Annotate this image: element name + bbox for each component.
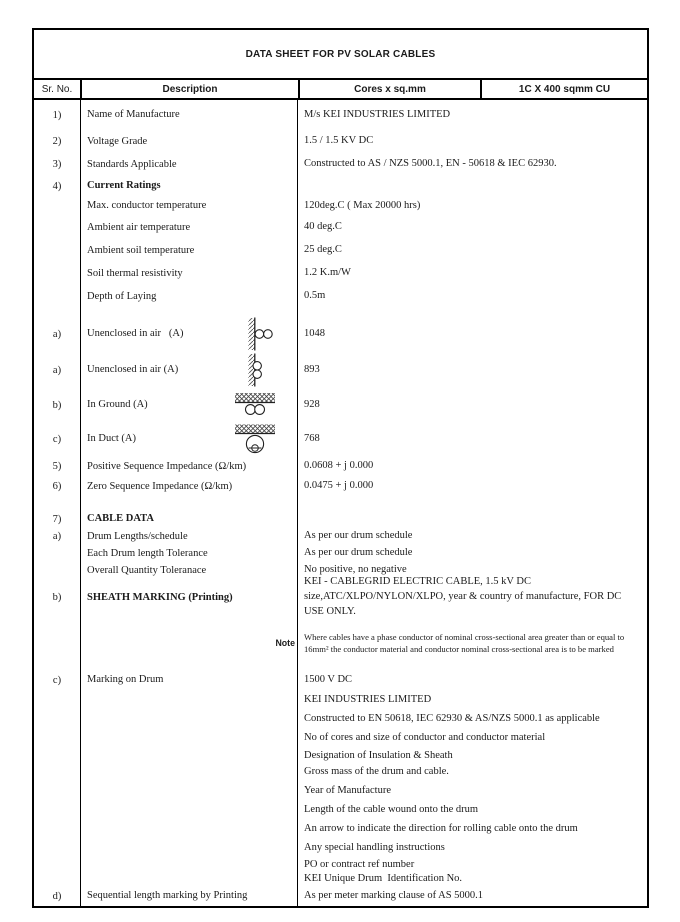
table-row <box>34 239 647 262</box>
table-row <box>34 690 647 710</box>
description-cell <box>80 316 298 352</box>
table-row <box>34 801 647 820</box>
table-row <box>34 858 647 872</box>
value-cell: No positive, no negative <box>304 564 407 576</box>
description-cell <box>80 422 298 456</box>
table-row <box>34 576 647 617</box>
sr-cell <box>34 839 80 858</box>
sr-cell: 6) <box>52 481 62 492</box>
description-label: In Duct (A) <box>87 433 136 445</box>
header-sr-no: Sr. No. <box>41 83 73 95</box>
spacer-row <box>34 496 647 510</box>
value-cell: PO or contract ref number <box>304 858 415 870</box>
description-cell: Overall Quantity Toleranace <box>80 562 298 579</box>
sr-cell: c) <box>52 433 62 445</box>
description-cell: Ambient air temperature <box>80 216 298 239</box>
description-cell <box>80 729 298 748</box>
table-row <box>34 764 647 781</box>
sr-cell: 4) <box>52 180 62 192</box>
description-cell <box>80 388 298 422</box>
sr-cell: d) <box>52 890 62 902</box>
value-cell: 768 <box>304 432 320 444</box>
page-title: DATA SHEET FOR PV SOLAR CABLES <box>245 48 436 60</box>
note-label: Note <box>80 616 298 670</box>
header-description: Description <box>80 80 298 98</box>
table-row <box>34 510 647 528</box>
value-cell: 0.0608 + j 0.000 <box>304 460 374 472</box>
sr-cell: 7) <box>52 513 62 525</box>
sr-cell: a) <box>52 328 62 340</box>
table-row <box>34 748 647 764</box>
table-row <box>34 545 647 562</box>
sr-cell: b) <box>52 399 62 411</box>
description-cell: Ambient soil temperature <box>80 239 298 262</box>
description-cell <box>80 858 298 872</box>
value-cell: 1048 <box>304 327 325 339</box>
sr-cell <box>34 262 80 285</box>
unenclosed-in-air-two-cables-side-icon <box>245 317 275 351</box>
sr-cell: 3) <box>52 159 62 170</box>
description-cell <box>80 801 298 820</box>
value-cell: As per our drum schedule <box>304 547 413 559</box>
value-cell: Gross mass of the drum and cable. <box>304 766 449 778</box>
description-cell: Each Drum length Tolerance <box>80 545 298 562</box>
table-header-row <box>34 78 647 100</box>
value-cell: No of cores and size of conductor and conductor material <box>304 732 546 744</box>
description-label: Unenclosed in air (A) <box>87 364 179 376</box>
value-cell: 928 <box>304 398 320 410</box>
table-row <box>34 872 647 886</box>
table-row <box>34 100 647 130</box>
value-cell: Any special handling instructions <box>304 842 445 854</box>
description-cell <box>80 839 298 858</box>
description-label: In Ground (A) <box>87 399 148 411</box>
sr-cell: a) <box>52 531 62 542</box>
sr-cell <box>34 858 80 872</box>
table-row <box>34 820 647 839</box>
table-row <box>34 670 647 690</box>
description-cell: Soil thermal resistivity <box>80 262 298 285</box>
table-row <box>34 153 647 176</box>
table-row <box>34 176 647 196</box>
sr-cell <box>34 781 80 801</box>
value-cell: 40 deg.C <box>304 221 342 233</box>
description-cell: Zero Sequence Impedance (Ω/km) <box>80 477 298 496</box>
sr-cell <box>34 801 80 820</box>
sr-cell <box>34 216 80 239</box>
description-label: Unenclosed in air (A) <box>87 328 184 340</box>
value-cell: As per meter marking clause of AS 5000.1 <box>304 889 484 901</box>
value-cell: M/s KEI INDUSTRIES LIMITED <box>304 108 451 120</box>
sr-cell: a) <box>52 364 62 376</box>
value-cell: Designation of Insulation & Sheath <box>304 749 453 761</box>
sr-cell: 1) <box>52 109 62 121</box>
sr-cell <box>34 872 80 886</box>
description-cell: Max. conductor temperature <box>80 196 298 216</box>
table-row-note <box>34 616 647 670</box>
sr-cell <box>34 710 80 729</box>
sr-cell <box>34 196 80 216</box>
table-row <box>34 456 647 477</box>
table-row <box>34 477 647 496</box>
description-cell <box>80 710 298 729</box>
value-cell: As per our drum schedule <box>304 530 413 542</box>
value-cell: KEI Unique Drum Identification No. <box>304 872 463 884</box>
sr-cell <box>34 285 80 308</box>
sr-cell <box>34 764 80 781</box>
description-cell: Drum Lengths/schedule <box>80 528 298 545</box>
value-cell: An arrow to indicate the direction for rolling cable onto the drum <box>304 823 578 835</box>
sr-cell <box>34 545 80 562</box>
description-cell <box>80 748 298 764</box>
table-row <box>34 196 647 216</box>
table-row <box>34 729 647 748</box>
sr-cell: b) <box>52 592 62 603</box>
table-row <box>34 352 647 388</box>
table-row <box>34 130 647 153</box>
description-cell: Standards Applicable <box>80 153 298 176</box>
value-cell: 0.0475 + j 0.000 <box>304 480 374 492</box>
sr-cell <box>34 616 80 670</box>
description-cell <box>80 764 298 781</box>
value-cell: 1.5 / 1.5 KV DC <box>304 135 374 147</box>
sr-cell <box>34 748 80 764</box>
value-cell: Constructed to EN 50618, IEC 62930 & AS/NZS 5000.1 as applicable <box>304 713 600 725</box>
sr-cell <box>34 729 80 748</box>
description-cell <box>80 308 298 316</box>
table-row <box>34 316 647 352</box>
value-cell: Length of the cable wound onto the drum <box>304 804 479 816</box>
description-cell: Marking on Drum <box>80 670 298 690</box>
in-duct-cable-icon <box>235 424 275 455</box>
value-cell: 120deg.C ( Max 20000 hrs) <box>304 199 421 211</box>
value-cell <box>298 308 647 316</box>
description-cell: Name of Manufacture <box>80 100 298 130</box>
header-cable-type: 1C X 400 sqmm CU <box>480 80 647 98</box>
description-cell: Positive Sequence Impedance (Ω/km) <box>80 456 298 477</box>
sr-cell <box>34 562 80 579</box>
sr-cell: c) <box>52 674 62 686</box>
table-row <box>34 285 647 308</box>
table-row <box>34 216 647 239</box>
value-cell: 1.2 K.m/W <box>304 267 351 279</box>
description-cell: Depth of Laying <box>80 285 298 308</box>
sr-cell <box>34 496 80 510</box>
header-cores: Cores x sq.mm <box>298 80 480 98</box>
table-row <box>34 388 647 422</box>
table-row <box>34 710 647 729</box>
description-cell <box>80 690 298 710</box>
description-cell <box>80 820 298 839</box>
table-row <box>34 528 647 545</box>
description-cell: Current Ratings <box>80 176 298 196</box>
value-cell <box>298 176 647 196</box>
sr-cell <box>34 820 80 839</box>
description-cell: SHEATH MARKING (Printing) <box>80 579 298 616</box>
description-cell: CABLE DATA <box>80 510 298 528</box>
sr-cell <box>34 690 80 710</box>
sr-cell: 5) <box>52 461 62 472</box>
value-cell: KEI INDUSTRIES LIMITED <box>304 693 432 705</box>
value-cell: Constructed to AS / NZS 5000.1, EN - 50618 & IEC 62930. <box>304 158 557 170</box>
value-cell: 893 <box>304 363 320 375</box>
table-row <box>34 839 647 858</box>
description-cell <box>80 352 298 388</box>
description-cell <box>80 781 298 801</box>
table-row <box>34 422 647 456</box>
in-ground-buried-cables-icon <box>235 392 275 418</box>
description-cell: Voltage Grade <box>80 130 298 153</box>
value-cell: 25 deg.C <box>304 244 342 256</box>
sr-cell <box>34 308 80 316</box>
value-cell: KEI - CABLEGRID ELECTRIC CABLE, 1.5 kV DC size,ATC/XLPO/NYLON/XLPO, year & country of manufacture, FOR DC USE ONLY. <box>304 576 624 617</box>
value-cell: Where cables have a phase conductor of nominal cross-sectional area greater than or equal to 16mm² the conductor material and conductor nominal cross-sectional area is to be marked <box>304 631 627 654</box>
sr-cell: 2) <box>52 136 62 147</box>
sr-cell <box>34 239 80 262</box>
table-row <box>34 262 647 285</box>
value-cell: 0.5m <box>304 290 326 302</box>
unenclosed-in-air-two-cables-stacked-icon <box>245 353 275 387</box>
spacer-row <box>34 308 647 316</box>
table-row <box>34 886 647 906</box>
value-cell <box>298 496 647 510</box>
value-cell: Year of Manufacture <box>304 784 391 796</box>
value-cell <box>298 510 647 528</box>
description-cell <box>80 872 298 886</box>
table-body <box>34 100 647 906</box>
description-cell <box>80 496 298 510</box>
table-row <box>34 781 647 801</box>
description-cell: Sequential length marking by Printing <box>80 886 298 906</box>
value-cell: 1500 V DC <box>304 673 353 685</box>
datasheet-table <box>32 28 649 908</box>
